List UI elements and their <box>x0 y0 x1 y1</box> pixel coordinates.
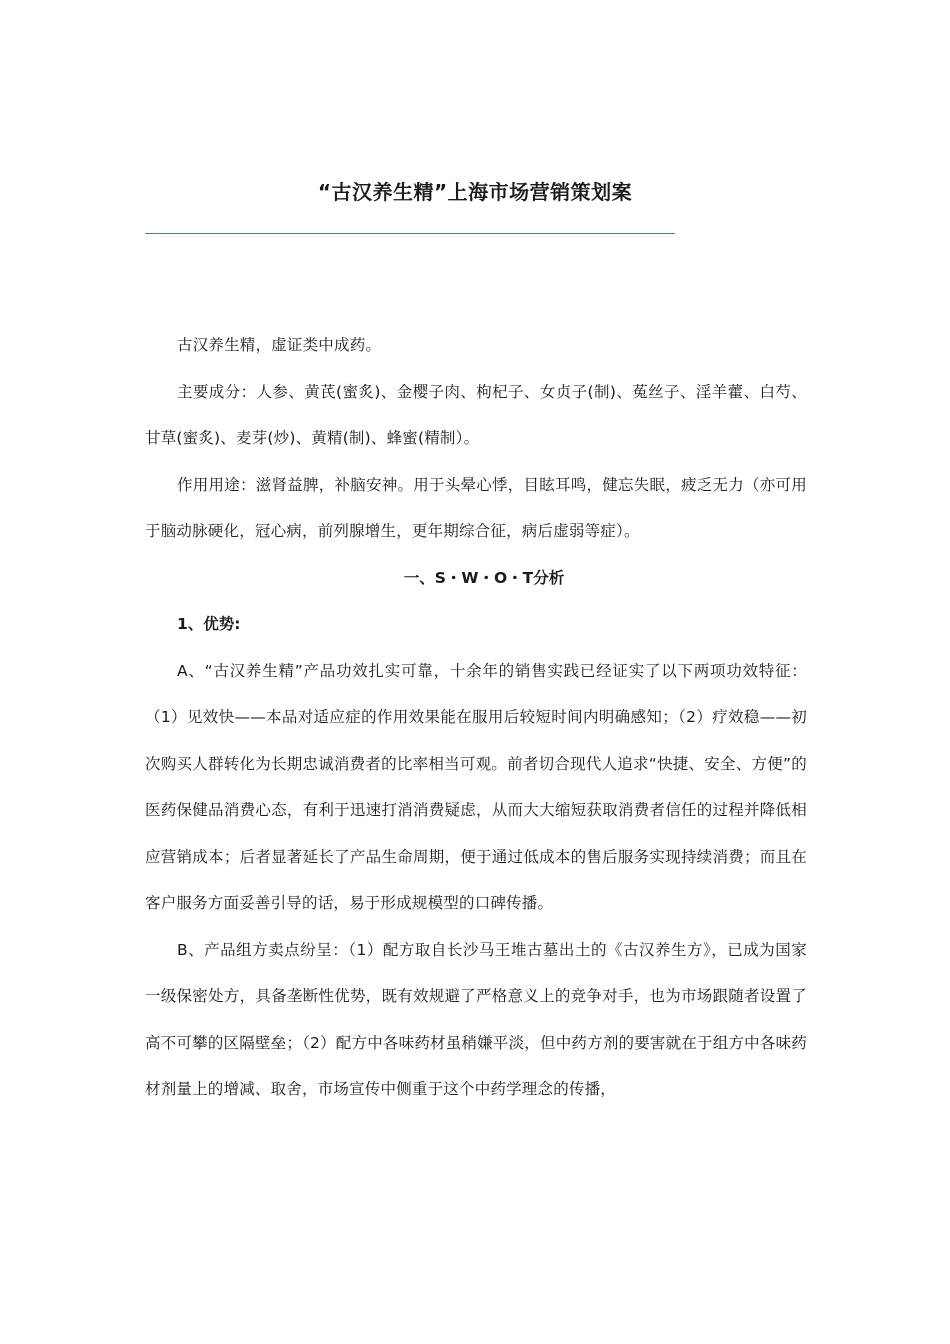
usage-paragraph: 作用用途：滋肾益脾，补脑安神。用于头晕心悸，目眩耳鸣，健忘失眠，疲乏无力（亦可用于脑动脉硬化，冠心病，前列腺增生，更年期综合征，病后虚弱等症）。 <box>145 475 807 540</box>
intro-paragraph: 古汉养生精，虚证类中成药。 <box>177 336 382 354</box>
document-title: “古汉养生精”上海市场营销策划案 <box>317 180 633 204</box>
strength-a-paragraph: A、“古汉养生精”产品功效扎实可靠，十余年的销售实践已经证实了以下两项功效特征：（1）见效快——本品对适应症的作用效果能在服用后较短时间内明确感知；（2）疗效稳——初次购买人群转化为长期忠诚消费者的比率相当可观。前者切合现代人追求“快捷、安全、方便”的医药保健品消费心态，有利于迅速打消消费疑虑，从而大大缩短获取消费者信任的过程并降低相应营销成本；后者显著延长了产品生命周期，便于通过低成本的售后服务实现持续消费；而且在客户服务方面妥善引导的话，易于形成规模型的口碑传播。 <box>145 661 807 912</box>
document-body <box>145 322 807 1113</box>
title-underline <box>145 233 675 234</box>
swot-section-heading: 一、S・W・O・T分析 <box>403 568 565 587</box>
ingredients-paragraph: 主要成分：人参、黄芪(蜜炙)、金樱子肉、枸杞子、女贞子(制)、菟丝子、淫羊藿、白芍、甘草(蜜炙)、麦芽(炒)、黄精(制)、蜂蜜(精制）。 <box>145 382 807 447</box>
strengths-subheading: 1、优势: <box>177 615 241 633</box>
strength-b-paragraph: B、产品组方卖点纷呈：（1）配方取自长沙马王堆古墓出土的《古汉养生方》，已成为国家一级保密处方，具备垄断性优势，既有效规避了严格意义上的竞争对手，也为市场跟随者设置了高不可攀的区隔壁垒；（2）配方中各味药材虽稍嫌平淡，但中药方剂的要害就在于组方中各味药材剂量上的增减、取舍，市场宣传中侧重于这个中药学理念的传播， <box>145 940 807 1098</box>
